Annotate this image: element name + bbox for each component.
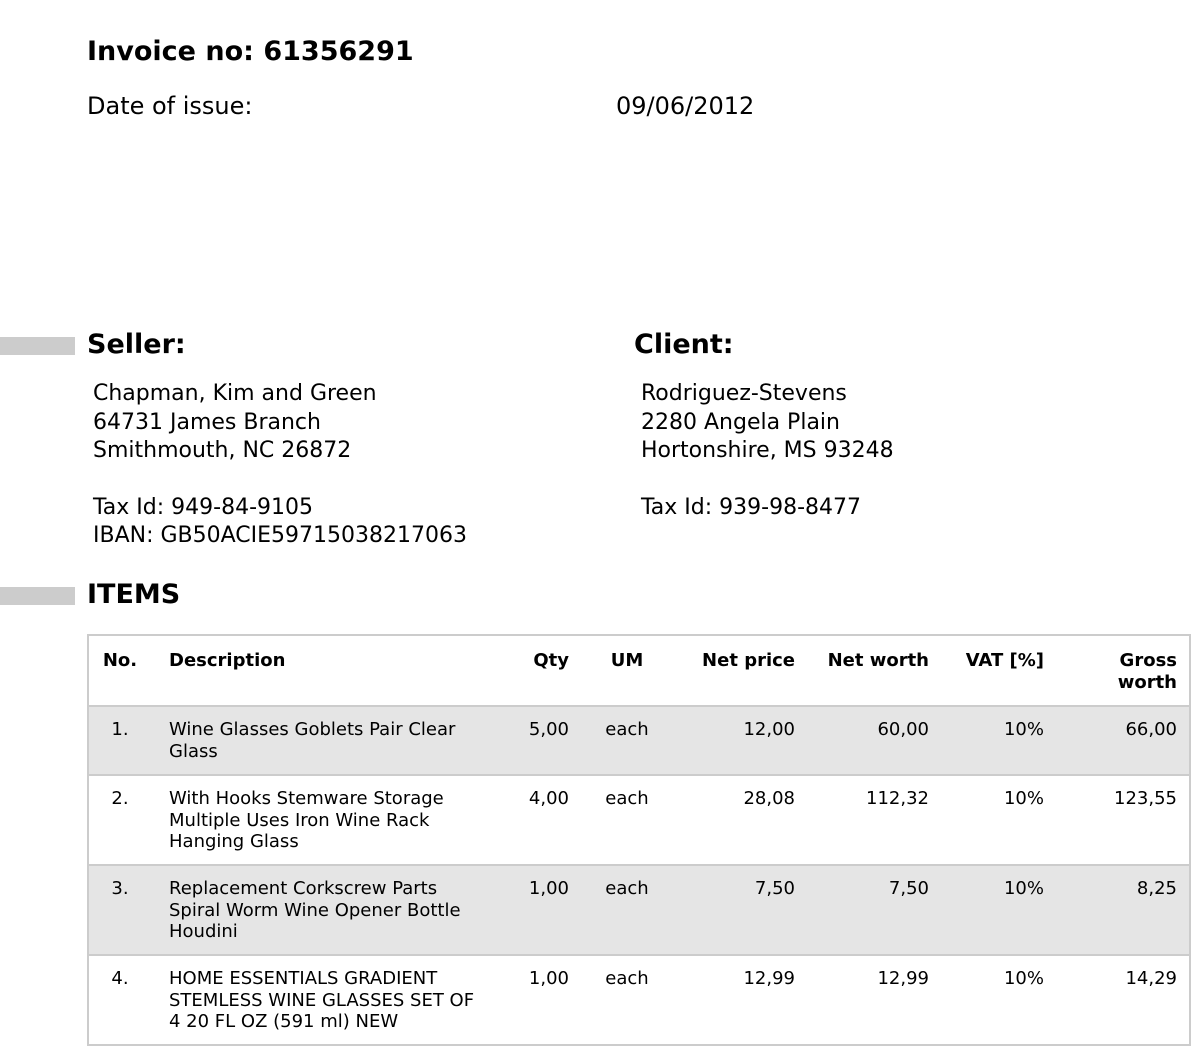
cell-net-price: 12,00 bbox=[673, 706, 807, 775]
cell-qty: 1,00 bbox=[499, 955, 581, 1045]
invoice-title: Invoice no: 61356291 bbox=[87, 36, 414, 67]
seller-name: Chapman, Kim and Green bbox=[93, 381, 377, 406]
cell-no: 4. bbox=[88, 955, 157, 1045]
cell-vat: 10% bbox=[941, 706, 1056, 775]
client-tax-id: Tax Id: 939-98-8477 bbox=[641, 494, 861, 520]
section-marker-bar bbox=[0, 337, 75, 355]
column-header-qty: Qty bbox=[533, 650, 569, 671]
column-header-um: UM bbox=[610, 650, 644, 671]
cell-net-worth: 60,00 bbox=[807, 706, 941, 775]
seller-address-line2: Smithmouth, NC 26872 bbox=[93, 438, 352, 463]
cell-qty: 4,00 bbox=[499, 775, 581, 865]
cell-description: Replacement Corkscrew Parts Spiral Worm Wine Opener Bottle Houdini bbox=[157, 865, 499, 955]
cell-um: each bbox=[581, 706, 673, 775]
seller-iban: IBAN: GB50ACIE59715038217063 bbox=[93, 523, 467, 548]
cell-net-price: 12,99 bbox=[673, 955, 807, 1045]
cell-gross-worth: 14,29 bbox=[1056, 955, 1190, 1045]
table-row bbox=[88, 706, 1190, 775]
cell-no: 3. bbox=[88, 865, 157, 955]
cell-gross-worth: 66,00 bbox=[1056, 706, 1190, 775]
cell-net-price: 28,08 bbox=[673, 775, 807, 865]
cell-net-worth: 12,99 bbox=[807, 955, 941, 1045]
column-header-description: Description bbox=[169, 650, 286, 671]
client-heading: Client: bbox=[634, 329, 734, 360]
cell-gross-worth: 123,55 bbox=[1056, 775, 1190, 865]
column-header-net-worth: Net worth bbox=[827, 650, 929, 671]
cell-description: Wine Glasses Goblets Pair Clear Glass bbox=[157, 706, 499, 775]
seller-heading: Seller: bbox=[87, 329, 186, 360]
column-header-no: No. bbox=[102, 650, 138, 671]
cell-description: With Hooks Stemware Storage Multiple Uses Iron Wine Rack Hanging Glass bbox=[157, 775, 499, 865]
cell-no: 1. bbox=[88, 706, 157, 775]
cell-gross-worth: 8,25 bbox=[1056, 865, 1190, 955]
client-address-line1: 2280 Angela Plain bbox=[641, 409, 840, 435]
spacer bbox=[93, 466, 467, 494]
table-header-row bbox=[88, 635, 1190, 706]
cell-net-worth: 7,50 bbox=[807, 865, 941, 955]
items-heading: ITEMS bbox=[87, 579, 181, 610]
table-row bbox=[88, 775, 1190, 865]
client-address-line2: Hortonshire, MS 93248 bbox=[641, 438, 894, 463]
cell-qty: 1,00 bbox=[499, 865, 581, 955]
issue-date-label: Date of issue: bbox=[87, 92, 253, 120]
cell-vat: 10% bbox=[941, 775, 1056, 865]
issue-date-value: 09/06/2012 bbox=[616, 92, 755, 120]
cell-vat: 10% bbox=[941, 955, 1056, 1045]
cell-um: each bbox=[581, 955, 673, 1045]
client-details bbox=[641, 380, 894, 522]
section-marker-bar bbox=[0, 587, 75, 605]
cell-net-worth: 112,32 bbox=[807, 775, 941, 865]
spacer bbox=[641, 466, 894, 494]
column-header-net-price: Net price bbox=[702, 650, 795, 671]
cell-vat: 10% bbox=[941, 865, 1056, 955]
cell-description: HOME ESSENTIALS GRADIENT STEMLESS WINE GLASSES SET OF 4 20 FL OZ (591 ml) NEW bbox=[157, 955, 499, 1045]
seller-address-line1: 64731 James Branch bbox=[93, 409, 321, 435]
column-header-gross-worth: Gross worth bbox=[1117, 650, 1177, 693]
cell-net-price: 7,50 bbox=[673, 865, 807, 955]
cell-um: each bbox=[581, 865, 673, 955]
cell-no: 2. bbox=[88, 775, 157, 865]
cell-qty: 5,00 bbox=[499, 706, 581, 775]
items-table bbox=[87, 634, 1191, 1046]
cell-um: each bbox=[581, 775, 673, 865]
seller-details bbox=[93, 380, 467, 551]
table-row bbox=[88, 865, 1190, 955]
column-header-vat: VAT [%] bbox=[965, 650, 1044, 671]
client-name: Rodriguez-Stevens bbox=[641, 381, 847, 406]
table-row bbox=[88, 955, 1190, 1045]
seller-tax-id: Tax Id: 949-84-9105 bbox=[93, 494, 313, 520]
